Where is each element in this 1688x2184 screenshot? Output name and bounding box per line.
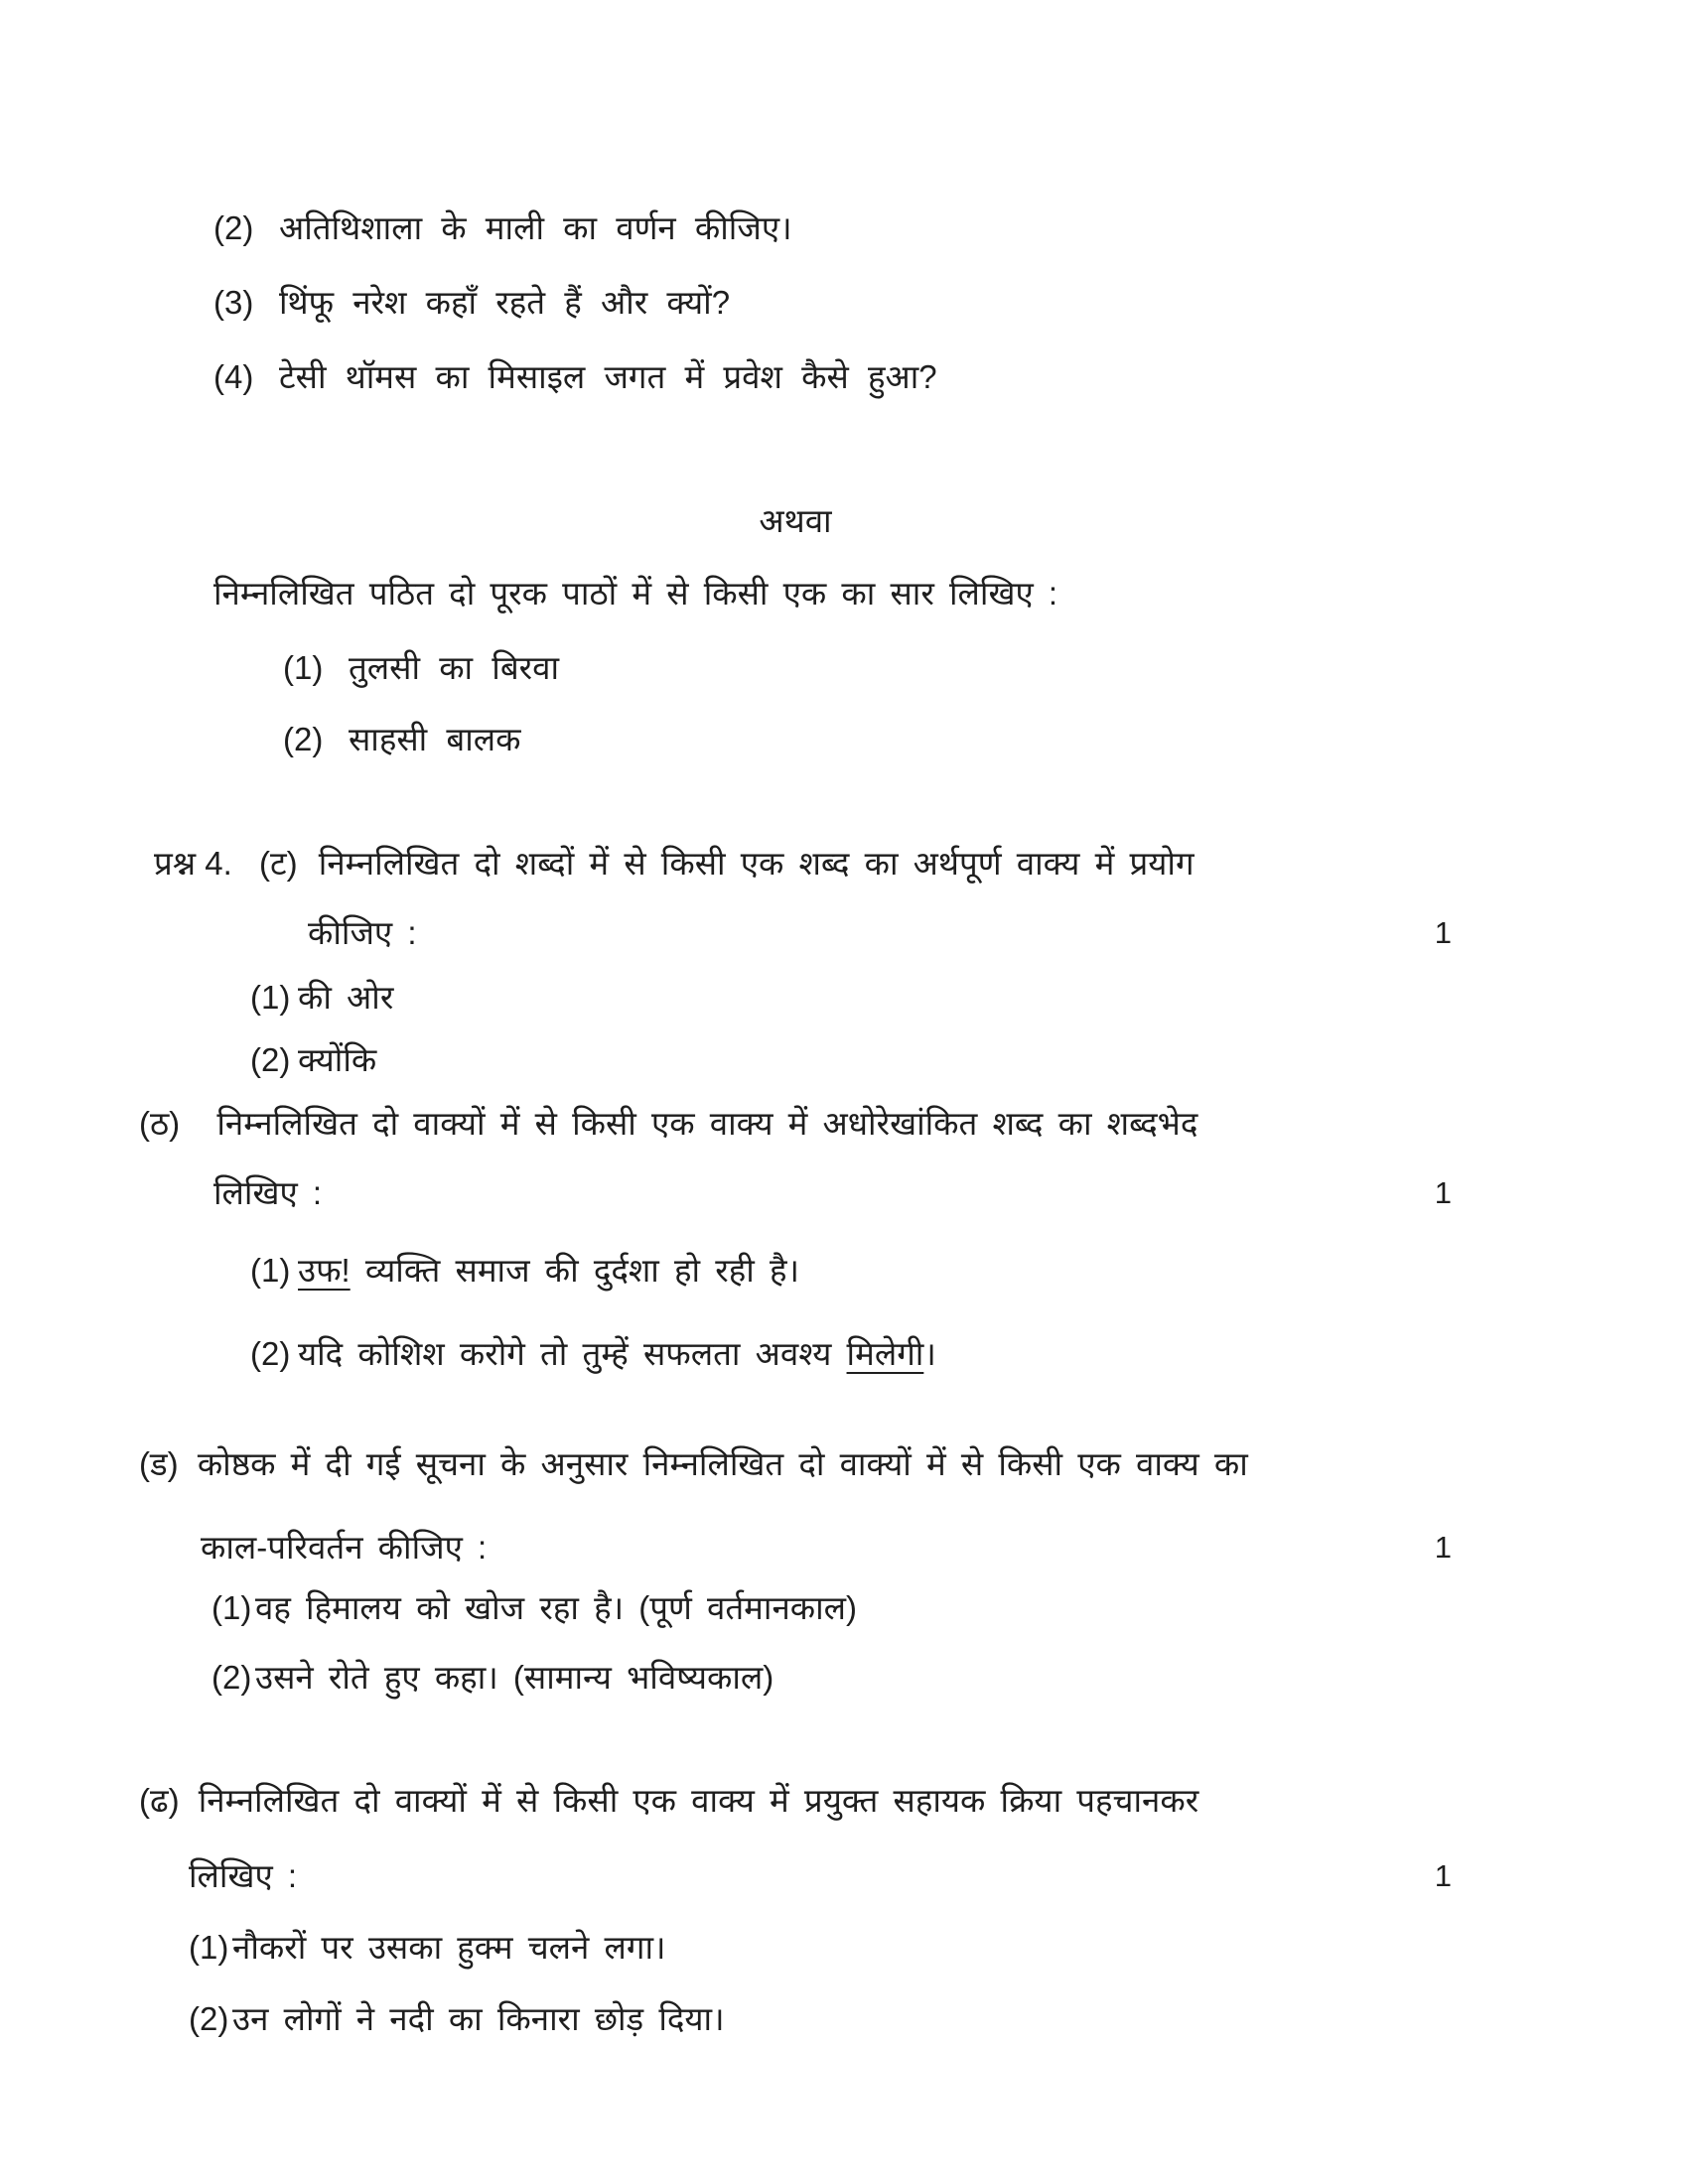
part-dha-option-1: [139, 1923, 1452, 1973]
option-text: उसने रोते हुए कहा। (सामान्य भविष्यकाल): [255, 1659, 774, 1696]
option-text: [298, 1329, 936, 1379]
option-text: वह हिमालय को खोज रहा है। (पूर्ण वर्तमानकाल): [255, 1589, 858, 1626]
option-number: (1): [283, 649, 324, 686]
option-number: (2): [283, 721, 324, 757]
option-text: नौकरों पर उसका हुक्म चलने लगा।: [232, 1929, 666, 1966]
underlined-word: मिलेगी: [846, 1335, 924, 1372]
option-text: उन लोगों ने नदी का किनारा छोड़ दिया।: [232, 2000, 725, 2037]
option-text: साहसी बालक: [349, 721, 521, 757]
question3-alt-intro: [139, 569, 1452, 618]
part-tha-line2: लिखिए :: [213, 1174, 323, 1211]
option-number: (1): [250, 1252, 291, 1289]
option-number: (4): [213, 358, 254, 395]
option-number: (3): [213, 284, 254, 321]
part-tha-line2-row: [139, 1168, 1452, 1218]
question3-option-3: [139, 278, 1452, 328]
part-tha-option-2: [139, 1329, 1452, 1379]
part-tha-heading: [139, 1099, 1452, 1149]
underlined-word: उफ!: [298, 1252, 351, 1289]
marks-value: 1: [1434, 915, 1452, 950]
option-number: (2): [250, 1041, 291, 1078]
part-dha-line2-row: [139, 1851, 1452, 1901]
option-text: क्योंकि: [298, 1041, 377, 1078]
part-dha-line1: निम्नलिखित दो वाक्यों में से किसी एक वाक्य में प्रयुक्त सहायक क्रिया पहचानकर: [198, 1782, 1199, 1819]
option-text: तुलसी का बिरवा: [349, 649, 560, 686]
option-text: की ओर: [298, 979, 394, 1016]
question3-alt-option-2: [139, 715, 1452, 764]
option-number: (2): [250, 1335, 291, 1372]
alt-intro-text: निम्नलिखित पठित दो पूरक पाठों में से किसी एक का सार लिखिए :: [213, 575, 1058, 612]
option-number: (2): [211, 1659, 252, 1696]
part-da-option-1: [139, 1583, 1452, 1633]
part-ta-line2: कीजिए :: [308, 914, 417, 951]
marks-value: 1: [1434, 1530, 1452, 1565]
part-da-label: (ड): [139, 1445, 179, 1482]
option-text: अतिथिशाला के माली का वर्णन कीजिए।: [279, 209, 792, 246]
part-tha-option-1: [139, 1246, 1452, 1296]
question-number: प्रश्न 4.: [154, 845, 232, 882]
part-tha-line1: निम्नलिखित दो वाक्यों में से किसी एक वाक्य में अधोरेखांकित शब्द का शब्दभेद: [216, 1105, 1198, 1142]
part-ta-label: (ट): [258, 845, 298, 882]
question3-option-4: [139, 352, 1452, 402]
text-after-underline: व्यक्ति समाज की दुर्दशा हो रही है।: [350, 1252, 800, 1289]
question3-option-2: [139, 204, 1452, 253]
part-dha-heading: [139, 1776, 1452, 1826]
marks-value: 1: [1434, 1175, 1452, 1210]
part-dha-line2: लिखिए :: [189, 1857, 298, 1894]
option-number: (2): [189, 2000, 229, 2037]
part-da-heading: [139, 1439, 1452, 1489]
option-number: (2): [213, 209, 254, 246]
question3-alt-option-1: [139, 643, 1452, 693]
text-before-underline: यदि कोशिश करोगे तो तुम्हें सफलता अवश्य: [298, 1335, 847, 1372]
option-text: थिंफू नरेश कहाँ रहते हैं और क्यों?: [279, 284, 731, 321]
option-text: टेसी थॉमस का मिसाइल जगत में प्रवेश कैसे हुआ?: [279, 358, 937, 395]
part-da-line2-row: [139, 1523, 1452, 1572]
or-separator: [139, 496, 1452, 546]
part-da-line2: काल-परिवर्तन कीजिए :: [201, 1529, 488, 1566]
option-number: (1): [211, 1589, 252, 1626]
part-ta-line1: निम्नलिखित दो शब्दों में से किसी एक शब्द का अर्थपूर्ण वाक्य में प्रयोग: [318, 845, 1195, 882]
part-ta-option-2: [139, 1035, 1452, 1085]
part-dha-label: (ढ): [139, 1782, 180, 1819]
option-number: (1): [250, 979, 291, 1016]
part-tha-label: (ठ): [139, 1105, 181, 1142]
part-ta-option-1: [139, 973, 1452, 1023]
part-da-option-2: [139, 1653, 1452, 1703]
question4-heading: [139, 839, 1452, 888]
part-dha-option-2: [139, 1994, 1452, 2044]
part-ta-line2-row: [139, 908, 1452, 958]
option-text: [298, 1246, 799, 1296]
text-after-underline: ।: [923, 1335, 936, 1372]
marks-value: 1: [1434, 1858, 1452, 1893]
part-da-line1: कोष्ठक में दी गई सूचना के अनुसार निम्नलिखित दो वाक्यों में से किसी एक वाक्य का: [197, 1445, 1248, 1482]
option-number: (1): [189, 1929, 229, 1966]
or-label: अथवा: [759, 502, 832, 539]
